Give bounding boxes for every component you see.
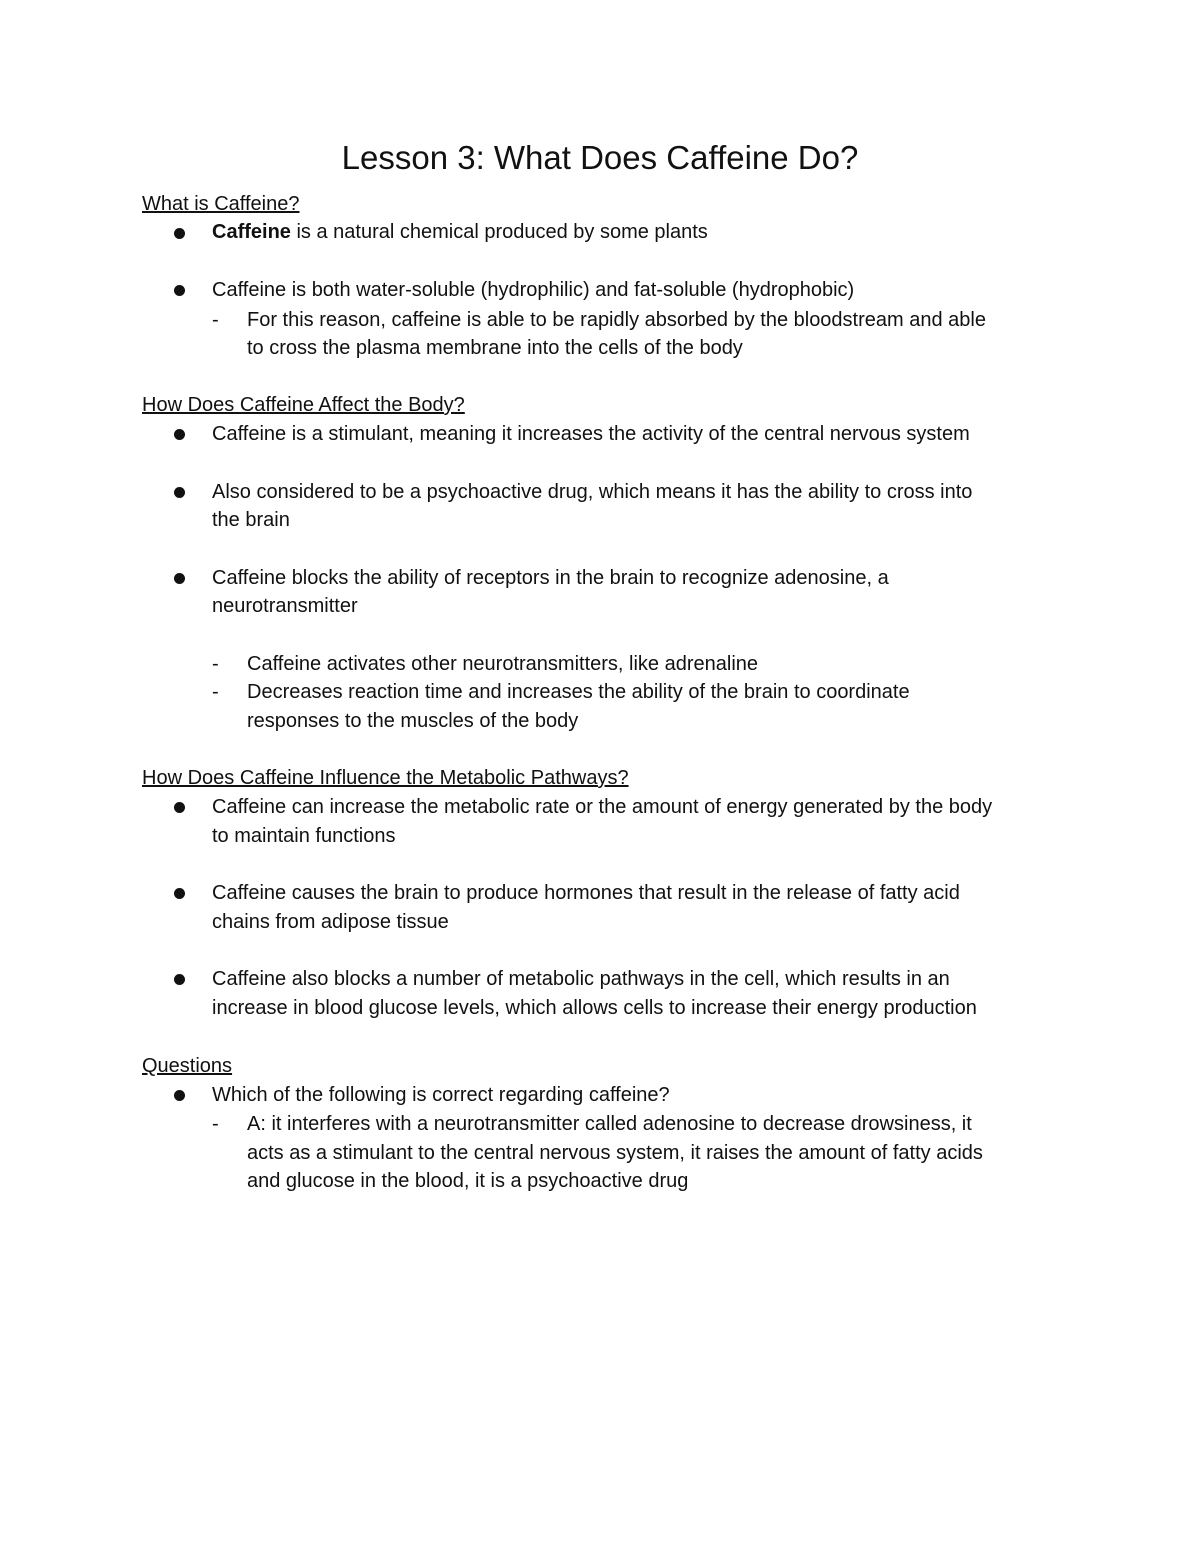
bullet-text: Caffeine is both water-soluble (hydrophilic) and fat-soluble (hydrophobic)	[212, 279, 855, 301]
bullet-icon	[174, 888, 185, 899]
dash-marker: -	[212, 681, 219, 703]
bullet-text: Also considered to be a psychoactive drug, which means it has the ability to cross into	[212, 481, 973, 503]
bullet-text: increase in blood glucose levels, which allows cells to increase their energy production	[212, 997, 977, 1019]
bullet-icon	[174, 487, 185, 498]
dash-marker: -	[212, 309, 219, 331]
bullet-icon	[174, 429, 185, 440]
answer-text: acts as a stimulant to the central nervous system, it raises the amount of fatty acids	[247, 1142, 983, 1164]
bullet-icon	[174, 228, 185, 239]
bullet-icon	[174, 974, 185, 985]
bullet-text: Caffeine can increase the metabolic rate or the amount of energy generated by the body	[212, 796, 993, 818]
bullet-text: Caffeine is a stimulant, meaning it increases the activity of the central nervous system	[212, 423, 970, 445]
section-heading-metabolic-pathways: How Does Caffeine Influence the Metabolic Pathways?	[142, 767, 629, 789]
section-heading-affect-body: How Does Caffeine Affect the Body?	[142, 394, 465, 416]
bullet-text: to maintain functions	[212, 825, 396, 847]
bullet-icon	[174, 802, 185, 813]
bullet-text: Which of the following is correct regarding caffeine?	[212, 1084, 670, 1106]
subitem-text: responses to the muscles of the body	[247, 710, 579, 732]
page-title: Lesson 3: What Does Caffeine Do?	[341, 139, 859, 176]
bullet-text: Caffeine blocks the ability of receptors in the brain to recognize adenosine, a	[212, 567, 889, 589]
bullet-text: neurotransmitter	[212, 595, 358, 617]
subitem-text: Caffeine activates other neurotransmitters, like adrenaline	[247, 653, 759, 675]
bullet-text: Caffeine causes the brain to produce hormones that result in the release of fatty acid	[212, 882, 960, 904]
bullet-text: chains from adipose tissue	[212, 911, 449, 933]
dash-marker: -	[212, 653, 219, 675]
bold-term: Caffeine	[212, 221, 291, 243]
answer-text: and glucose in the blood, it is a psychoactive drug	[247, 1170, 689, 1192]
bullet-icon	[174, 1090, 185, 1101]
bullet-icon	[174, 285, 185, 296]
subitem-text: For this reason, caffeine is able to be rapidly absorbed by the bloodstream and able	[247, 309, 986, 331]
subitem-text: to cross the plasma membrane into the cells of the body	[247, 337, 743, 359]
bullet-text: the brain	[212, 509, 290, 531]
bullet-icon	[174, 573, 185, 584]
bullet-text: Caffeine is a natural chemical produced by some plants	[212, 221, 708, 243]
answer-text: A: it interferes with a neurotransmitter called adenosine to decrease drowsiness, it	[247, 1113, 972, 1135]
dash-marker: -	[212, 1113, 219, 1135]
subitem-text: Decreases reaction time and increases the ability of the brain to coordinate	[247, 681, 910, 703]
section-heading-questions: Questions	[142, 1055, 233, 1077]
bullet-text: Caffeine also blocks a number of metabolic pathways in the cell, which results in an	[212, 968, 950, 990]
section-heading-what-is-caffeine: What is Caffeine?	[142, 193, 300, 215]
